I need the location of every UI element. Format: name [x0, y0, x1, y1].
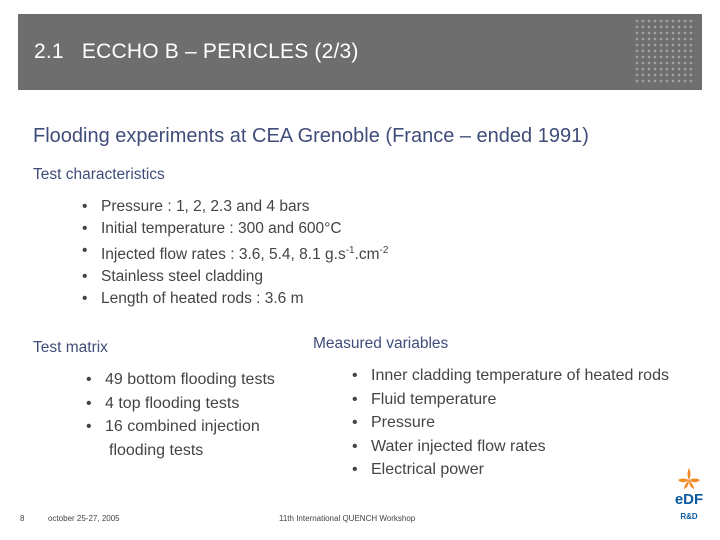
list-item: • 4 top flooding tests — [86, 392, 275, 416]
title-banner — [18, 14, 702, 90]
edf-logo — [666, 464, 712, 524]
test-matrix-heading: Test matrix — [33, 339, 108, 356]
footer-event: 11th International QUENCH Workshop — [279, 514, 416, 523]
list-item: • Electrical power — [352, 458, 669, 482]
test-characteristics-list — [82, 196, 388, 310]
list-item: • Pressure — [352, 411, 669, 435]
list-item: • 49 bottom flooding tests — [86, 368, 275, 392]
test-matrix-list — [86, 368, 275, 462]
list-item: • Fluid temperature — [352, 388, 669, 412]
list-item: • Water injected flow rates — [352, 435, 669, 459]
list-item: • Stainless steel cladding — [82, 266, 388, 288]
list-item-continuation: flooding tests — [109, 441, 204, 459]
edf-logo-icon — [666, 464, 712, 524]
page-number: 8 — [20, 514, 25, 523]
list-item: • Inner cladding temperature of heated rods — [352, 364, 669, 388]
list-item: • 16 combined injection — [86, 415, 275, 439]
slide-title: 2.1 ECCHO B – PERICLES (2/3) — [34, 40, 359, 63]
list-item: • Pressure : 1, 2, 2.3 and 4 bars — [82, 196, 388, 218]
svg-text:eDF: eDF — [674, 491, 704, 508]
measured-variables-list — [352, 364, 669, 482]
footer-date: october 25-27, 2005 — [48, 514, 120, 523]
test-characteristics-heading: Test characteristics — [33, 166, 165, 183]
list-item: • Injected flow rates : 3.6, 5.4, 8.1 $g.s^{-1}.cm^{-2}$ — [82, 240, 388, 266]
slide-subtitle: Flooding experiments at CEA Grenoble (France – ended 1991) — [33, 125, 589, 147]
svg-text:R&D: R&D — [680, 512, 698, 521]
dot-pattern-decoration — [634, 18, 696, 84]
measured-variables-heading: Measured variables — [313, 335, 449, 352]
list-item: • Initial temperature : 300 and 600°C — [82, 218, 388, 240]
list-item: • Length of heated rods : 3.6 m — [82, 288, 388, 310]
